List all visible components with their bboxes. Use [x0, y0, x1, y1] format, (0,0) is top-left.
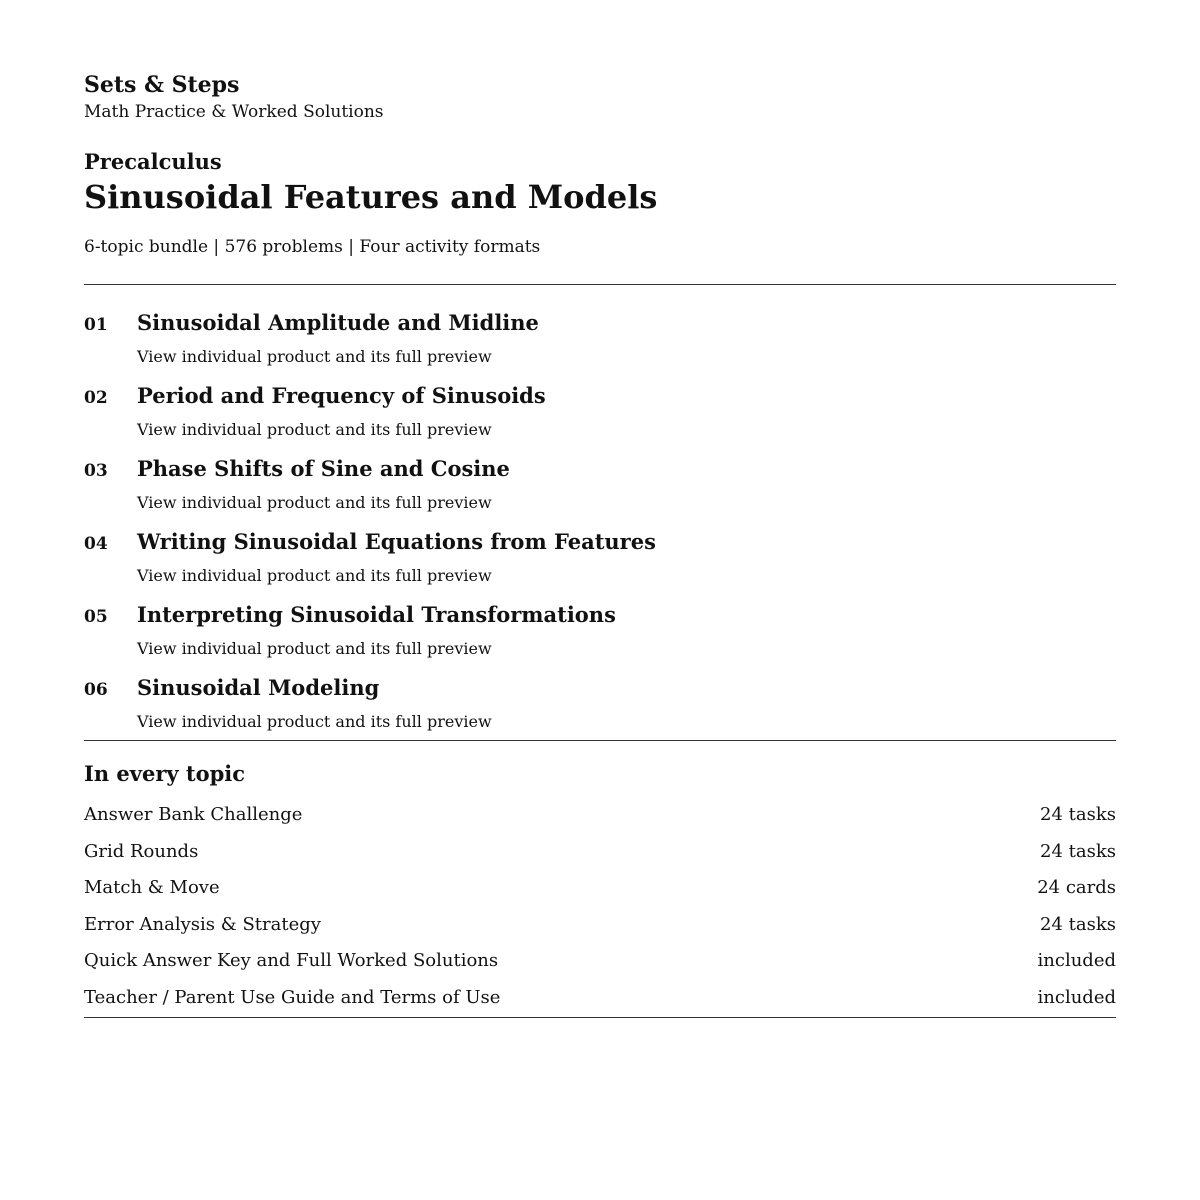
- topic-number: 05: [84, 607, 108, 627]
- topic-header: [84, 600, 1116, 630]
- divider-top: [84, 284, 1116, 285]
- include-label: Error Analysis & Strategy: [84, 913, 321, 935]
- subject-label: Precalculus: [84, 149, 222, 174]
- divider-bottom: [84, 1017, 1116, 1018]
- product-page: [84, 70, 1116, 1018]
- include-value: included: [1037, 986, 1116, 1008]
- topic-item: [84, 600, 1116, 673]
- topic-number: 04: [84, 534, 108, 554]
- topic-title: Sinusoidal Amplitude and Midline: [137, 310, 539, 335]
- include-value: included: [1037, 950, 1116, 972]
- topic-item: [84, 454, 1116, 527]
- topic-title: Period and Frequency of Sinusoids: [137, 383, 546, 408]
- view-product-link[interactable]: View individual product and its full preview: [137, 566, 492, 585]
- view-product-link[interactable]: View individual product and its full preview: [137, 493, 492, 512]
- topic-title: Sinusoidal Modeling: [137, 675, 380, 700]
- topic-header: [84, 381, 1116, 411]
- brand-header: [84, 70, 1116, 124]
- topic-number: 03: [84, 461, 108, 481]
- include-label: Match & Move: [84, 877, 220, 899]
- include-row: [84, 876, 1116, 913]
- include-row: [84, 803, 1116, 840]
- topic-item: [84, 527, 1116, 600]
- include-label: Grid Rounds: [84, 840, 199, 862]
- topic-number: 06: [84, 680, 108, 700]
- include-label: Answer Bank Challenge: [84, 804, 303, 825]
- topic-header: [84, 527, 1116, 557]
- view-product-link[interactable]: View individual product and its full preview: [137, 712, 492, 731]
- topic-title: Interpreting Sinusoidal Transformations: [137, 602, 616, 627]
- brand-tagline: Math Practice & Worked Solutions: [84, 102, 384, 122]
- topic-item: [84, 673, 1116, 746]
- topic-title: Writing Sinusoidal Equations from Features: [137, 529, 656, 554]
- topic-title: Phase Shifts of Sine and Cosine: [137, 456, 510, 481]
- topic-header: [84, 673, 1116, 703]
- topic-list: [84, 308, 1116, 746]
- include-value: 24 tasks: [1040, 913, 1116, 935]
- topic-header: [84, 308, 1116, 338]
- view-product-link[interactable]: View individual product and its full preview: [137, 347, 492, 366]
- includes-heading: In every topic: [84, 761, 246, 786]
- include-value: 24 tasks: [1040, 840, 1116, 862]
- bundle-summary: 6-topic bundle | 576 problems | Four activity formats: [84, 237, 541, 257]
- page-title: Sinusoidal Features and Models: [84, 178, 658, 216]
- include-label: Teacher / Parent Use Guide and Terms of Use: [84, 986, 501, 1008]
- include-row: [84, 840, 1116, 877]
- includes-list: [84, 803, 1116, 1023]
- view-product-link[interactable]: View individual product and its full preview: [137, 420, 492, 439]
- divider-middle: [84, 740, 1116, 741]
- include-row: [84, 949, 1116, 986]
- include-row: [84, 913, 1116, 950]
- include-value: 24 cards: [1037, 877, 1116, 899]
- topic-number: 01: [84, 315, 108, 335]
- view-product-link[interactable]: View individual product and its full preview: [137, 639, 492, 658]
- include-label: Quick Answer Key and Full Worked Solutions: [84, 950, 499, 972]
- topic-item: [84, 308, 1116, 381]
- brand-name: Sets & Steps: [84, 72, 240, 98]
- include-value: 24 tasks: [1040, 804, 1116, 825]
- topic-header: [84, 454, 1116, 484]
- topic-item: [84, 381, 1116, 454]
- topic-number: 02: [84, 388, 108, 408]
